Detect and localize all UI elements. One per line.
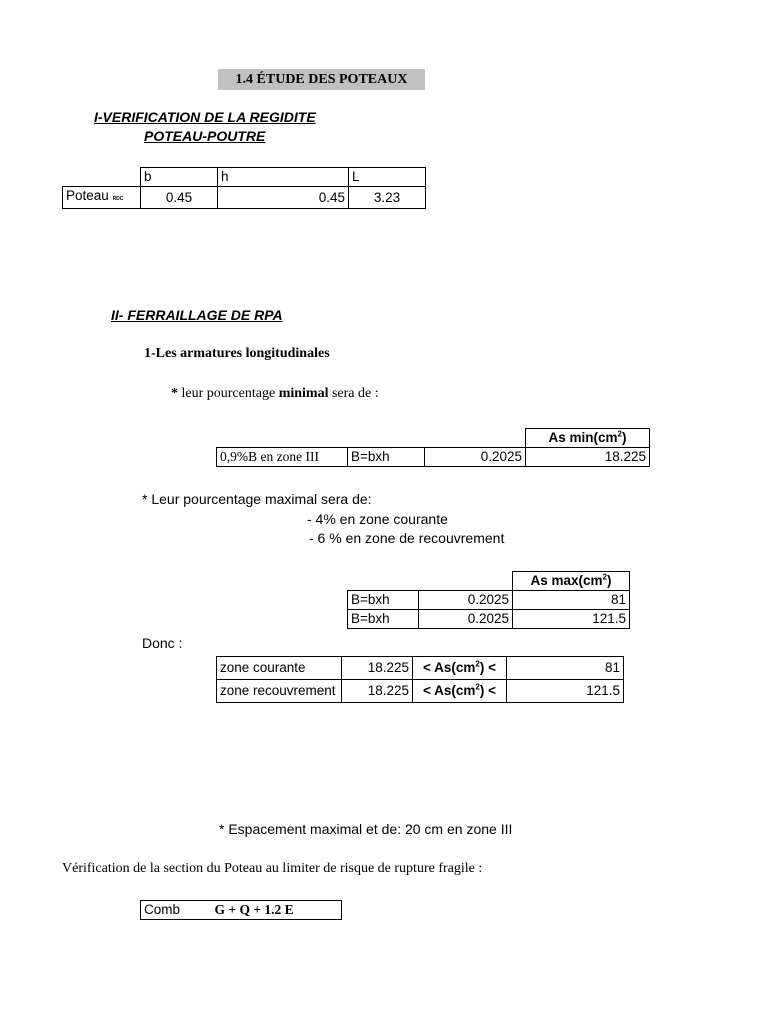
- as-range-table: [216, 656, 624, 703]
- min-percentage-line: [171, 386, 379, 402]
- as-min-header-row: [217, 429, 650, 448]
- range-label: zone recouvrement: [217, 680, 342, 703]
- as-min-header: [526, 429, 650, 448]
- table-row: [217, 657, 624, 680]
- as-max-b-value: 0.2025: [419, 610, 513, 629]
- comb-table: [140, 900, 342, 920]
- page-title: 1.4 ÉTUDE DES POTEAUX: [218, 69, 425, 90]
- row-label: Poteau: [66, 188, 109, 203]
- max-item-1: - 4% en zone courante: [307, 511, 448, 527]
- as-max-value: 121.5: [513, 610, 630, 629]
- value-l: 3.23: [349, 187, 426, 209]
- as-max-header: [513, 572, 630, 591]
- min-line-prefix: *: [171, 386, 182, 401]
- comb-label: Comb: [141, 901, 212, 920]
- header-l: L: [349, 168, 426, 187]
- range-mid-prefix: < As(cm: [423, 660, 476, 675]
- range-mid: [413, 680, 507, 703]
- empty-cell: [63, 168, 141, 187]
- range-mid-suffix: ) <: [479, 660, 496, 675]
- section2-subheading: 1-Les armatures longitudinales: [144, 346, 330, 361]
- as-min-header-sup: 2: [617, 429, 622, 439]
- as-max-formula: B=bxh: [348, 591, 419, 610]
- min-line-text-after: sera de :: [328, 386, 379, 401]
- row-sublabel: RDC: [112, 196, 124, 202]
- as-max-header-close: ): [607, 573, 612, 588]
- empty-cell: [348, 572, 419, 591]
- comb-row: [141, 901, 342, 920]
- min-line-text-before: leur pourcentage: [181, 386, 279, 401]
- empty-cell: [419, 572, 513, 591]
- section1-heading-line1: I-VERIFICATION DE LA REGIDITE: [94, 109, 316, 125]
- comb-value: G + Q + 1.2 E: [212, 901, 342, 920]
- table-row: [348, 591, 630, 610]
- rigidity-table-header-row: [63, 168, 426, 187]
- header-b: b: [141, 168, 218, 187]
- as-min-b-value: 0.2025: [425, 448, 526, 467]
- empty-cell: [348, 429, 425, 448]
- as-min-table: [216, 428, 650, 467]
- section2-heading: II- FERRAILLAGE DE RPA: [111, 307, 283, 323]
- range-min: 18.225: [342, 657, 413, 680]
- max-percentage-line: * Leur pourcentage maximal sera de:: [142, 491, 372, 507]
- empty-cell: [425, 429, 526, 448]
- value-h: 0.45: [218, 187, 349, 209]
- as-max-table: [347, 571, 630, 629]
- as-max-header-row: [348, 572, 630, 591]
- as-max-value: 81: [513, 591, 630, 610]
- range-min: 18.225: [342, 680, 413, 703]
- range-mid-prefix: < As(cm: [423, 683, 476, 698]
- as-min-label: 0,9%B en zone III: [217, 448, 348, 467]
- verification-line: Vérification de la section du Poteau au limiter de risque de rupture fragile :: [62, 861, 483, 876]
- as-min-value: 18.225: [526, 448, 650, 467]
- section1-heading-line2: POTEAU-POUTRE: [144, 128, 266, 144]
- table-row: [348, 610, 630, 629]
- as-max-header-sup: 2: [602, 572, 607, 582]
- as-min-row: [217, 448, 650, 467]
- range-max: 81: [507, 657, 624, 680]
- table-row: [217, 680, 624, 703]
- range-mid-suffix: ) <: [479, 683, 496, 698]
- range-mid: [413, 657, 507, 680]
- as-max-formula: B=bxh: [348, 610, 419, 629]
- rigidity-table-row: [63, 187, 426, 209]
- as-max-b-value: 0.2025: [419, 591, 513, 610]
- range-mid-sup: 2: [475, 659, 480, 669]
- value-b: 0.45: [141, 187, 218, 209]
- espacement-line: * Espacement maximal et de: 20 cm en zone III: [219, 821, 513, 837]
- range-label: zone courante: [217, 657, 342, 680]
- range-max: 121.5: [507, 680, 624, 703]
- empty-cell: [217, 429, 348, 448]
- as-max-header-text: As max(cm: [530, 573, 603, 588]
- donc-label: Donc :: [142, 635, 183, 651]
- as-min-formula: B=bxh: [348, 448, 425, 467]
- row-label-cell: [63, 187, 141, 209]
- max-item-2: - 6 % en zone de recouvrement: [309, 530, 505, 546]
- as-min-header-close: ): [621, 430, 627, 445]
- range-mid-sup: 2: [475, 682, 480, 692]
- header-h: h: [218, 168, 349, 187]
- rigidity-table: [62, 167, 426, 209]
- as-min-header-text: As min(cm: [548, 430, 618, 445]
- min-line-bold: minimal: [278, 386, 329, 401]
